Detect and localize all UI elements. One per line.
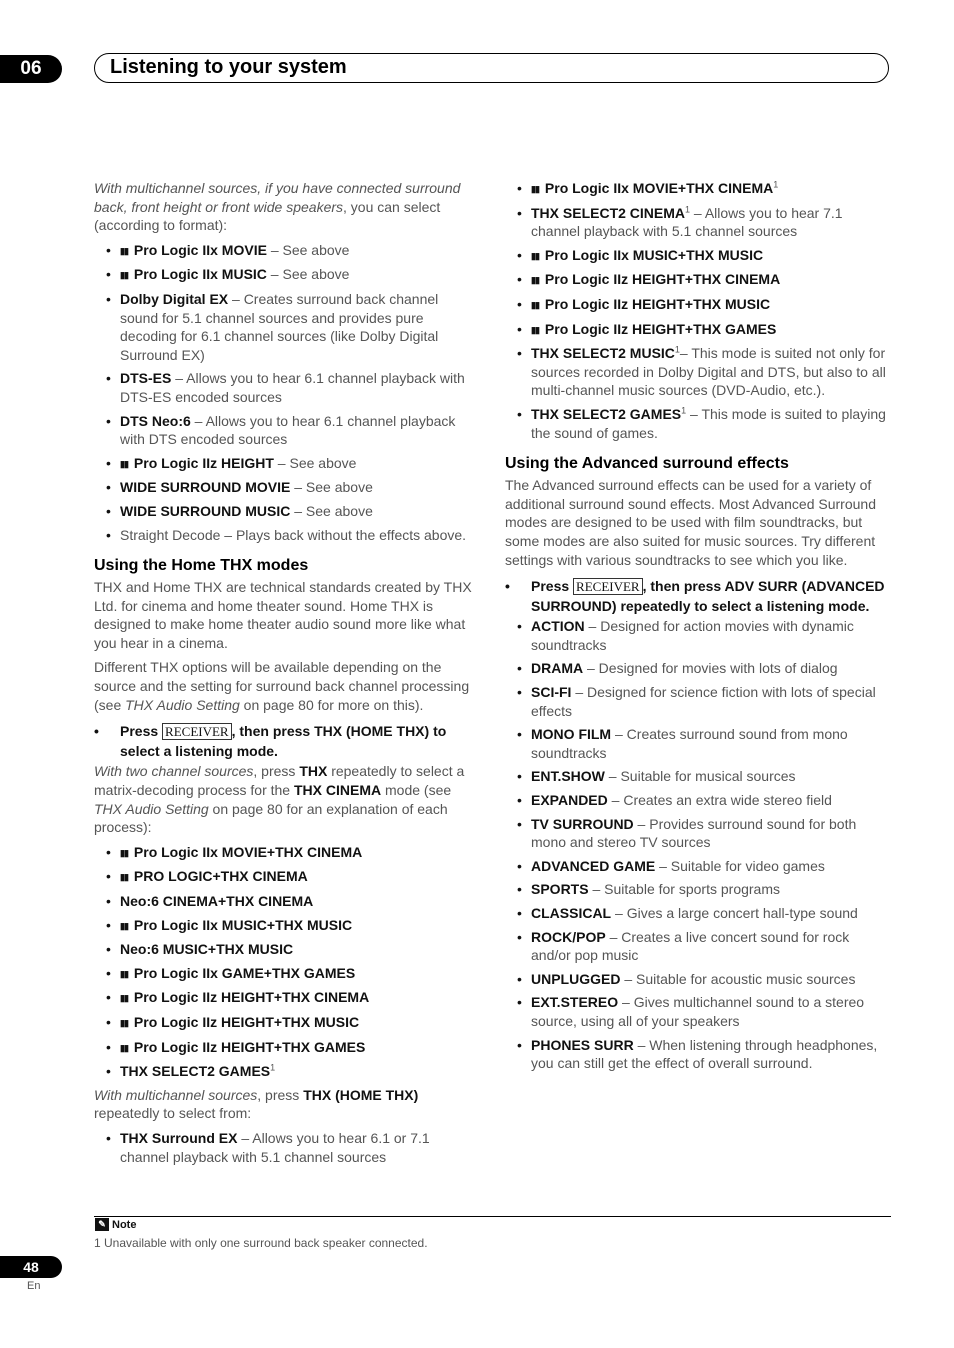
pencil-icon: ✎ [95,1218,109,1231]
list-item: ▮▮• Pro Logic IIx MOVIE+THX CINEMA [94,843,478,863]
list-item: • ROCK/POP – Creates a live concert sound for rock and/or pop music [505,928,889,965]
dolby-logo-icon [531,295,539,315]
dolby-logo-icon [531,179,539,199]
dolby-logo-icon [531,270,539,290]
two-channel-paragraph: With two channel sources, press THX repeatedly to select a matrix-decoding process for the THX CINEMA mode (see THX Audio Setting on page 80 for an explanation of each process): [94,763,465,836]
list-item: • THX SELECT2 GAMES$^1$ [94,1062,478,1081]
advanced-surround-heading: Using the Advanced surround effects [505,455,789,473]
advanced-surround-paragraph: The Advanced surround effects can be used for a variety of additional surround sound effects. Most Advanced Surround modes are designed to be used with film soundtracks, but some modes are also suited for music sources. Try different settings with various soundtracks to see which you like. [505,477,876,568]
chapter-title-bar [94,53,889,83]
note-text: 1 Unavailable with only one surround back speaker connected. [94,1236,428,1250]
dolby-logo-icon [531,320,539,340]
list-item: ▮▮• Pro Logic IIz HEIGHT+THX GAMES [505,320,889,340]
list-item: • Neo:6 MUSIC+THX MUSIC [94,940,478,959]
dolby-logo-icon [120,916,128,936]
multichannel-mode-list [505,179,889,442]
receiver-key: RECEIVER [573,578,643,595]
list-item: ▮▮• Pro Logic IIz HEIGHT+THX MUSIC [505,295,889,315]
chapter-title: Listening to your system [110,56,347,78]
list-item: ▮▮• Pro Logic IIz HEIGHT+THX CINEMA [505,270,889,290]
note-heading: ✎ Note [95,1218,136,1231]
format-list [94,241,478,544]
list-item: • Neo:6 CINEMA+THX CINEMA [94,892,478,911]
page-number: 48 [0,1256,62,1278]
thx-paragraph-1: THX and Home THX are technical standards created by THX Ltd. for cinema and home theater sound. Home THX is designed to make home theater audio sound more like what you hear in a cinema. [94,579,472,651]
list-item: • EXT.STEREO – Gives multichannel sound to a stereo source, using all of your speakers [505,993,889,1030]
list-item: • PHONES SURR – When listening through headphones, you can still get the effect of overall surround. [505,1036,889,1073]
list-item: • WIDE SURROUND MUSIC – See above [94,502,478,521]
dolby-logo-icon [120,454,128,474]
list-item: • EXPANDED – Creates an extra wide stereo field [505,791,889,810]
list-item: • SCI-FI – Designed for science fiction with lots of special effects [505,683,889,720]
left-column [94,179,478,1171]
list-item: • TV SURROUND – Provides surround sound for both mono and stereo TV sources [505,815,889,852]
list-item: • ACTION – Designed for action movies with dynamic soundtracks [505,617,889,654]
list-item: ▮▮• Pro Logic IIz HEIGHT+THX CINEMA [94,988,478,1008]
dolby-logo-icon [120,265,128,285]
multichannel-paragraph: With multichannel sources, press THX (HOME THX) repeatedly to select from: [94,1086,419,1122]
dolby-logo-icon [120,1013,128,1033]
dolby-logo-icon [531,246,539,266]
dolby-logo-icon [120,1038,128,1058]
list-item: • Straight Decode – Plays back without the effects above. [94,526,478,545]
list-item: • DTS Neo:6 – Allows you to hear 6.1 channel playback with DTS encoded sources [94,412,478,449]
list-item: ▮▮• PRO LOGIC+THX CINEMA [94,867,478,887]
list-item: • ADVANCED GAME – Suitable for video games [505,857,889,876]
list-item: • MONO FILM – Creates surround sound from mono soundtracks [505,725,889,762]
adv-surr-step: • Press RECEIVER , then press ADV SURR (ADVANCED SURROUND) repeatedly to select a listening mode. [505,578,885,614]
dolby-logo-icon [120,843,128,863]
dolby-logo-icon [120,988,128,1008]
list-item: • THX SELECT2 MUSIC$^1$– This mode is suited not only for sources recorded in Dolby Digital and DTS, but also to all multi-channel music sources (DVD-Audio, etc.). [505,344,889,400]
two-channel-mode-list [94,843,478,1081]
advanced-mode-list [505,617,889,1072]
list-item: • ENT.SHOW – Suitable for musical sources [505,767,889,786]
list-item: • DTS-ES – Allows you to hear 6.1 channel playback with DTS-ES encoded sources [94,369,478,406]
dolby-logo-icon [120,241,128,261]
multichannel-first-list [94,1129,478,1166]
home-thx-heading: Using the Home THX modes [94,557,309,575]
list-item: • THX Surround EX – Allows you to hear 6.1 or 7.1 channel playback with 5.1 channel sources [94,1129,478,1166]
list-item: • UNPLUGGED – Suitable for acoustic music sources [505,970,889,989]
list-item: ▮▮• Pro Logic IIz HEIGHT – See above [94,454,478,474]
chapter-number: 06 [0,55,62,83]
right-column [505,179,889,1078]
list-item: • WIDE SURROUND MOVIE – See above [94,478,478,497]
list-item: ▮▮• Pro Logic IIz HEIGHT+THX GAMES [94,1038,478,1058]
list-item: • DRAMA – Designed for movies with lots of dialog [505,659,889,678]
list-item: • THX SELECT2 GAMES$^1$ – This mode is suited to playing the sound of games. [505,405,889,442]
list-item: • Dolby Digital EX – Creates surround back channel sound for 5.1 channel sources and provides pure decoding for 6.1 channel sources (like Dolby Digital Surround EX) [94,290,478,364]
list-item: ▮▮• Pro Logic IIx MUSIC+THX MUSIC [94,916,478,936]
list-item: ▮▮• Pro Logic IIz HEIGHT+THX MUSIC [94,1013,478,1033]
language-label: En [27,1280,41,1292]
list-item: • THX SELECT2 CINEMA$^1$ – Allows you to hear 7.1 channel playback with 5.1 channel sources [505,204,889,241]
list-item: ▮▮• Pro Logic IIx MOVIE – See above [94,241,478,261]
intro-paragraph: With multichannel sources, if you have connected surround back, front height or front wide speakers, you can select (according to format): [94,180,461,234]
thx-step: • Press RECEIVER , then press THX (HOME THX) to select a listening mode. [94,723,447,759]
list-item: • SPORTS – Suitable for sports programs [505,880,889,899]
list-item: ▮▮• Pro Logic IIx MUSIC – See above [94,265,478,285]
list-item: ▮▮• Pro Logic IIx GAME+THX GAMES [94,964,478,984]
dolby-logo-icon [120,964,128,984]
thx-paragraph-2: Different THX options will be available depending on the source and the setting for surround back channel processing (see THX Audio Setting on page 80 for more on this). [94,659,470,713]
dolby-logo-icon [120,867,128,887]
list-item: • CLASSICAL – Gives a large concert hall-type sound [505,904,889,923]
list-item: ▮▮• Pro Logic IIx MOVIE+THX CINEMA$^1$ [505,179,889,199]
list-item: ▮▮• Pro Logic IIx MUSIC+THX MUSIC [505,246,889,266]
note-divider [94,1216,891,1217]
receiver-key: RECEIVER [162,723,232,740]
